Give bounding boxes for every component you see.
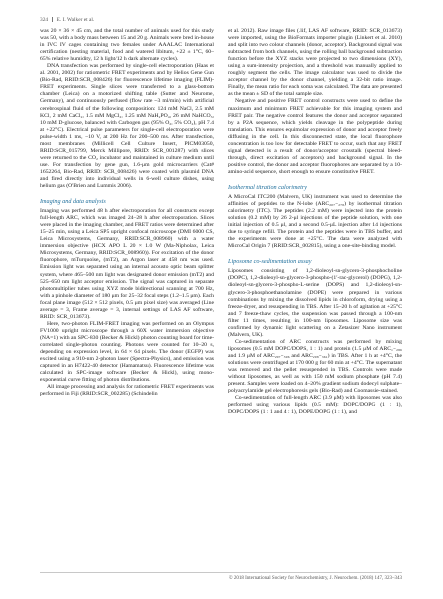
- body-paragraph: Here, two-photon FLIM-FRET imaging was performed on an Olympus FV1000 upright microscope through a 60X water immersion objective (NA=1) with an SPC-830 (Becker & Hickl) photon counting board for time-correlated single-photon counting. Photons were counted for 10–20 s, depending on expression level, in 64 × 64 pixels. The donor (EGFP) was excited using a 910-nm 2-photon laser (Spectra-Physics), and emission was captured in an H7422-40 detector (Hamamatsu). Fluorescence lifetime was calculated in SPC-image software (Becker & Hickl), using mono-exponential curve fitting of photon distributions.: [40, 320, 214, 384]
- body-paragraph: Imaging was performed 48 h after electroporation for all constructs except full-length ARC, which was imaged 24–28 h after electroporation. Slices were placed in the imaging chamber, and FRET ratios were determined after 15–25 min, using a Leica SP5 upright confocal microscope (DMI 6000 CS, Leica Microsystems, Germany, RRID:SCR_008960) with a water immersion objective (HCX APO L 20 × 1.0 W (Ma-Nipholax, Leica Microsystems, Germany, RRID:SCR_008960)). For excitation of the donor fluorophore, mTurquoise₂ (mT2), an Argon laser at 458 nm was used. Emission light was separated using an internal acousto optic beam splitter system, where 465–500 nm light was designated donor emission (mT2) and 525–650 nm light acceptor emission. The signal was captured in separate photomultiplier tubes using XYZ mode bidirectional scanning at 700 Hz, with a pinhole diameter of 180 μm for 25–32 focal steps (1.2–1.5 μm). Each focal plane image (512 × 512 pixels, 0.5 μm pixel size) was averaged (Line average = 3, Frame average = 3, internal settings of LAS AF software, RRID: SCR_013673).: [40, 208, 214, 320]
- body-paragraph: Liposomes consisting of 1,2-dioleoyl-sn-glycero-3-phosphocholine (DOPC), 1,2-dioleoyl-sn-glycero-3-phospho-(1′-rac-glycerol) (DOPG), 1,2-dioleoyl-sn-glycero-3-phospho-L-serine (DOPS) and 1,2-dioleoyl-sn-glycero-3-phosphoethanolamine (DOPE) were prepared in various combinations by mixing the dissolved lipids in chloroform, drying using a freeze-dryer, and resuspending in TBS. After 15–20 h of agitation at +25°C and 7 freeze-thaw cycles, the suspension was passed through a 100-nm filter 11 times, resulting in 100-nm liposomes. Liposome size was confirmed by dynamic light scattering on a Zetasizer Nano instrument (Malvern, UK).: [228, 268, 402, 338]
- copyright-footer: © 2018 International Society for Neurochemistry, J. Neurochem. (2018) 147, 323–343: [40, 572, 402, 581]
- section-heading: Imaging and data analysis: [40, 198, 106, 206]
- right-text-column: [228, 28, 402, 563]
- body-paragraph: was 20 × 36 × 45 cm, and the total number of animals used for this study was 50, with a body mass between 15 and 20 g. Animals were bred in-house in IVC IV cages containing two females under AAALAC International certification (nesting material, food and watered libitum, +22 ± 1°C, 60–65% relative humidity, 12 h light/12 h dark alternate cycles).: [40, 28, 214, 63]
- running-header: [40, 17, 402, 23]
- body-paragraph: DNA transfection was performed by single-cell electroporation (Haas et al. 2001, 2002) for ratiometric FRET experiments and by Helios Gene Gun (Bio-Rad, RRID:SCR_008426) for fluorescence lifetime imaging (FLIM)-FRET experiments. Single slices were transferred to a glass-bottom chamber (Leica) on a motorized shifting table (Sutter and Neurome, Germany), and continuously perfused (flow rate ~3 ml/min) with artificial cerebrospinal fluid of the following composition: 124 mM NaCl, 2.5 mM KCl, 2 mM CaCl₂, 1.5 mM MgCl₂, 1.25 mM NaH₂PO₄, 26 mM NaHCO₃, 10 mM D-glucose, balanced with Carbogen gas (95% O₂, 5% CO₂), pH 7.4 at +22°C). Electrical pulse parameters for single-cell electroporation were pulse-width 1 ms, −10 V, at 200 Hz for 200–500 ms. After transfection, most membranes (Millicell Cell Culture Insert, PICM03050, RRID:SCR_015799, Merck Millipore, RRID: SCR_001287) with slices were returned to the CO₂ incubator and maintained in culture medium until use. For transfection by gene gun, 1.6-μm gold microcarriers (Cat# 1652264, Bio-Rad, RRID: SCR_008426) were coated with plasmid DNA and fired directly into individual wells in 6-well culture dishes, using helium gas (O'Brien and Lummis 2006).: [40, 63, 214, 190]
- running-authors: E. I. Walker et al.: [56, 17, 95, 23]
- header-separator: [52, 17, 53, 22]
- body-paragraph: Co-sedimentation of ARC constructs was performed by mixing liposomes (0.5 mM DOPC/DOPS, 1 : 1) and protein (1.5 μM of ARC₁₋₂₈₆ and 1.9 μM of ARC₂₀₇₋₃₉₆ and ARC₂₀₈₋₃₆₁) in TBS. After 1 h at +4°C, the solutions were centrifuged at 170 000 g for 60 min at +4°C. The supernatant was removed and the pellet resuspended in TBS. Controls were made without liposomes, as well as with 150 mM sodium phosphate (pH 7.4) present. Samples were loaded on 4–20% gradient sodium dodecyl sulphate–polyacrylamide gel electrophoresis gels (Bio-Rad) and Coomassie-stained.: [228, 338, 402, 395]
- body-paragraph: All image processing and analysis for ratiometric FRET experiments was performed in Fiji (RRID:SCR_002285) (Schindelin: [40, 384, 214, 398]
- left-text-column: [40, 28, 214, 563]
- body-paragraph: Negative and positive FRET control constructs were used to define the maximum and minimum FRET achievable for this imaging system and FRET pair. The negative control features the donor and acceptor separated by a P2A sequence, which yields cleavage in the polypeptide during translation. This ensures equimolar expression of donor and acceptor freely diffusing in the cell. In this disconnected state, the local fluorophore concentration is too low for detectable FRET to occur, such that any FRET signal detected is a result of donor/acceptor crosstalk (spectral bleed-through, direct excitation of acceptors) and background signal. In the positive control, the donor and acceptor fluorophores are separated by a 10-amino-acid sequence, short enough to ensure constitutive FRET.: [228, 98, 402, 175]
- section-heading: Isothermal titration calorimetry: [228, 183, 308, 191]
- section-heading: Liposome co-sedimentation assay: [228, 258, 312, 266]
- body-paragraph: et al. 2012). Raw image files (.lif, LAS AF software, RRID: SCR_013673) were imported, using the BioFormats importer plugin (Linkert et al. 2010) and split into two colour channels (donor, acceptor). Background signal was subtracted from both channels, using the rolling ball background subtraction function before the XYZ stacks were projected to two dimensions (XY), using a sum-intensity projection, and a threshold was manually applied to roughly segment the cells. The image calculator was used to divide the acceptor channel by the donor channel, yielding a 32-bit ratio image. Finally, the mean ratio for each soma was calculated. The data are presented as the mean ± SD of the total sample size.: [228, 28, 402, 98]
- body-paragraph: A MicroCal ITC200 (Malvern, UK) instrument was used to determine the affinities of peptides to the N-lobe (ARC₂₀₇₋₂₇₈) by isothermal titration calorimetry (ITC). The peptides (2.2 mM) were injected into the protein solution (0.2 mM) by 26 2-μl injections of the peptide solution, with one initial injection of 0.5 μl, and a second 0.5-μL injection after 14 injections due to syringe refill. The protein and the peptides were in TBS buffer, and the experiments were done at +25°C. The data were analyzed with MicroCal Origin 7 (RRID:SCR_002815), using a one-site-binding model.: [228, 193, 402, 250]
- body-paragraph: Co-sedimentation of full-length ARC (3.9 μM) with liposomes was also performed using various lipids (0.5 mM): DOPC/DOPG (1 : 1), DOPC/DOPS (1 : 1 and 4 : 1), DOPE/DOPG (1 : 1), and: [228, 395, 402, 416]
- page-number: 324: [40, 17, 49, 23]
